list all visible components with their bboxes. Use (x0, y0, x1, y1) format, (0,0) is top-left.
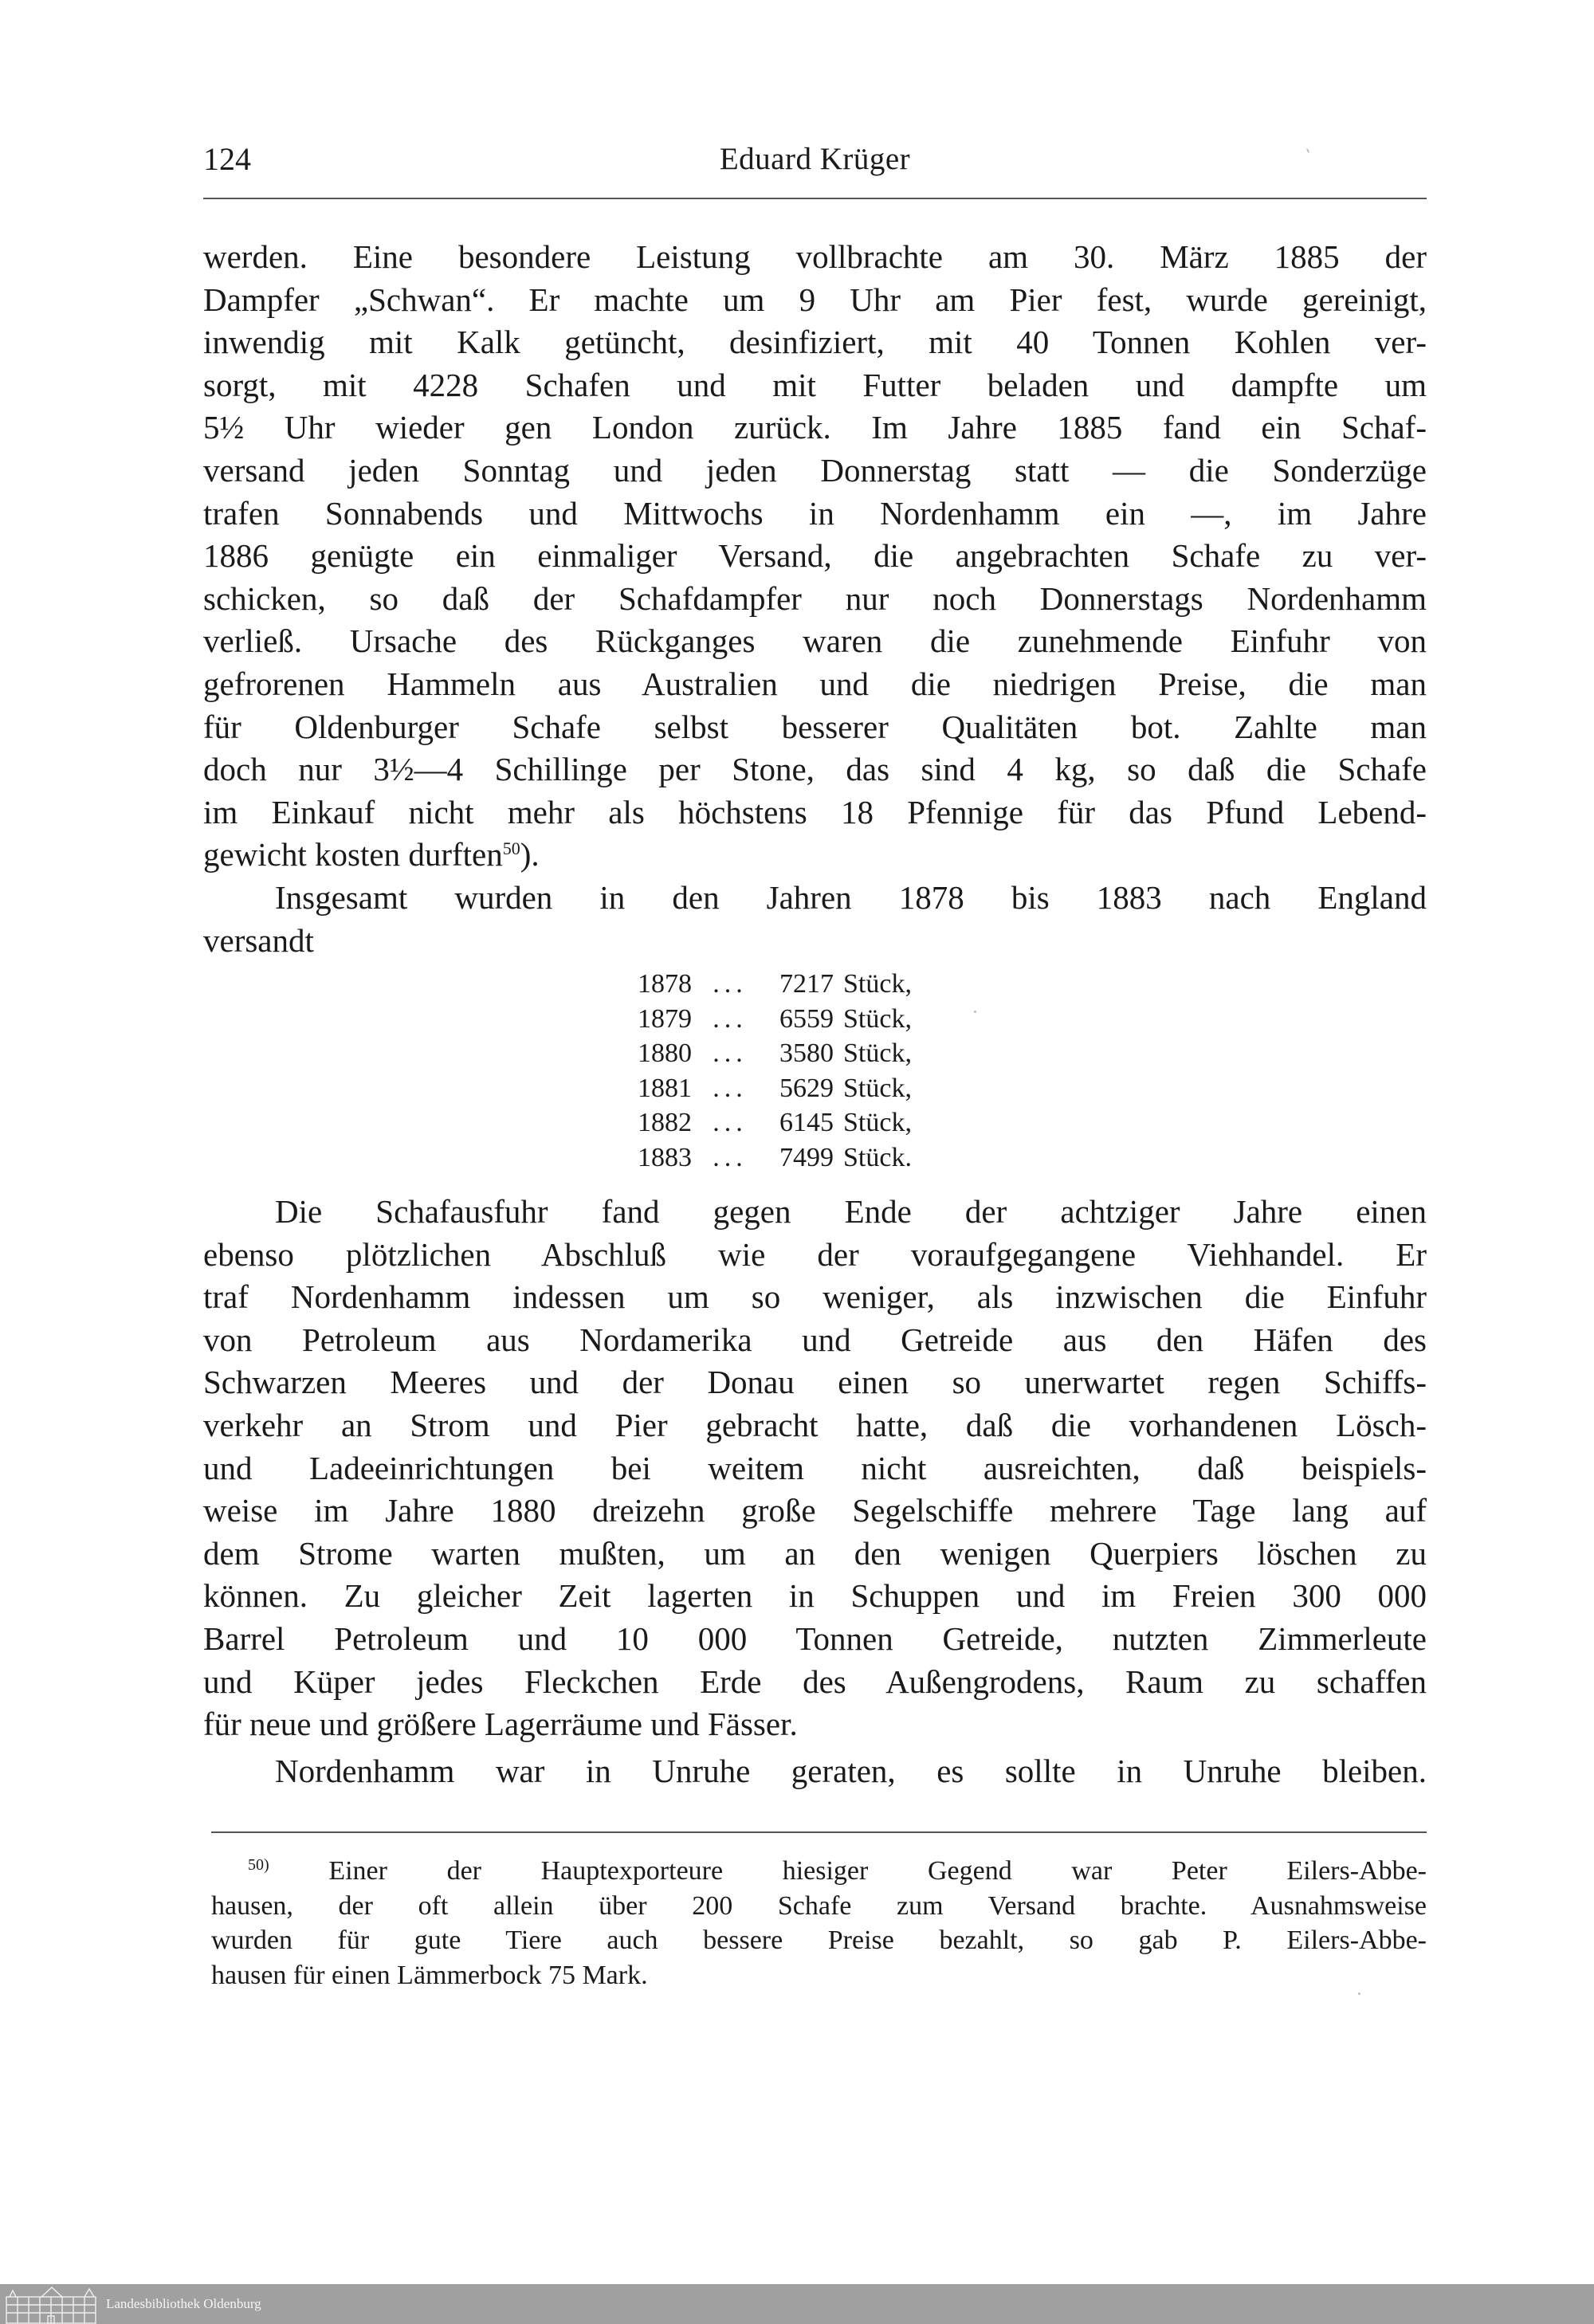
paragraph-shipments-intro (203, 877, 1427, 962)
text-line: Dampfer „Schwan“. Er machte um 9 Uhr am Pier fest, wurde gereinigt, (203, 281, 1427, 318)
shipment-unit: Stück, (843, 1073, 912, 1103)
text-line: ebenso plötzlichen Abschluß wie der voraufgegangene Viehhandel. Er (203, 1235, 1427, 1273)
body-text-continued (203, 1191, 1427, 1746)
body-text (203, 236, 1427, 962)
shipment-year: 1881 (638, 1073, 692, 1103)
leader-dots: ... (713, 1038, 748, 1068)
text-line: versandt (203, 921, 314, 959)
shipment-count: 6145 (779, 1108, 834, 1137)
footnote-rule (211, 1831, 1427, 1833)
shipment-year: 1879 (638, 1003, 692, 1034)
text-line (203, 834, 1427, 877)
shipment-count: 3580 (779, 1038, 834, 1068)
text-fragment: Einer der Hauptexporteure hiesiger Gegend war Peter Eilers-Abbe- (328, 1856, 1427, 1886)
leader-dots: ... (713, 1003, 748, 1034)
text-line: hausen für einen Lämmerbock 75 Mark. (211, 1960, 648, 1990)
text-line: doch nur 3½—4 Schillinge per Stone, das sind 4 kg, so daß die Schafe (203, 751, 1427, 788)
shipment-unit: Stück, (843, 1108, 912, 1137)
text-fragment: ). (520, 836, 540, 873)
footnote-reference[interactable]: 50 (502, 838, 520, 859)
closing-paragraph (203, 1750, 1427, 1793)
text-line: versand jeden Sonntag und jeden Donnerstag statt — die Sonderzüge (203, 451, 1427, 489)
shipment-count: 7217 (779, 969, 834, 999)
text-line: gefrorenen Hammeln aus Australien und die niedrigen Preise, die man (203, 665, 1427, 702)
shipment-year: 1880 (638, 1038, 692, 1068)
text-line: und Ladeeinrichtungen bei weitem nicht ausreichten, daß beispiels- (203, 1449, 1427, 1486)
shipment-row (638, 1036, 912, 1071)
text-line: wurden für gute Tiere auch bessere Preise bezahlt, so gab P. Eilers-Abbe- (211, 1926, 1427, 1955)
shipment-count: 6559 (779, 1003, 834, 1034)
text-line: 1886 genügte ein einmaliger Versand, die angebrachten Schafe zu ver- (203, 537, 1427, 575)
text-line: inwendig mit Kalk getüncht, desinfiziert, mit 40 Tonnen Kohlen ver- (203, 324, 1427, 361)
leader-dots: ... (713, 1142, 748, 1172)
running-head-author: Eduard Krüger (719, 142, 911, 176)
scan-speck (1358, 1992, 1360, 1995)
text-line: 5½ Uhr wieder gen London zurück. Im Jahre 1885 fand ein Schaf- (203, 409, 1427, 446)
shipment-year: 1883 (638, 1142, 692, 1172)
shipment-row (638, 1071, 912, 1106)
footnote-50 (211, 1854, 1427, 1992)
scan-speck (974, 1011, 976, 1013)
footnote-marker: 50) (248, 1856, 269, 1874)
text-line: und Küper jedes Fleckchen Erde des Außengrodens, Raum zu schaffen (203, 1663, 1427, 1700)
text-line: dem Strome warten mußten, um an den wenigen Querpiers löschen zu (203, 1534, 1427, 1572)
text-line: Barrel Petroleum und 10 000 Tonnen Getreide, nutzten Zimmerleute (203, 1619, 1427, 1657)
shipment-row (638, 1140, 912, 1176)
text-line: traf Nordenhamm indessen um so weniger, als inzwischen die Einfuhr (203, 1278, 1427, 1316)
text-line: hausen, der oft allein über 200 Schafe zum Versand brachte. Ausnahmsweise (211, 1890, 1427, 1921)
shipment-year: 1882 (638, 1108, 692, 1137)
shipment-row (638, 967, 912, 1002)
shipment-unit: Stück, (843, 1003, 912, 1034)
text-line: sorgt, mit 4228 Schafen und mit Futter beladen und dampfte um (203, 366, 1427, 403)
text-line (211, 1854, 1427, 1889)
text-fragment: gewicht kosten durften (203, 836, 503, 873)
shipment-unit: Stück. (843, 1142, 912, 1172)
shipments-table (638, 967, 912, 1175)
shipment-row (638, 1105, 912, 1140)
text-line: verließ. Ursache des Rückganges waren die zunehmende Einfuhr von (203, 622, 1427, 660)
header-rule (203, 198, 1427, 199)
text-line: werden. Eine besondere Leistung vollbrachte am 30. März 1885 der (203, 238, 1427, 275)
text-line: schicken, so daß der Schafdampfer nur noch Donnerstags Nordenhamm (203, 579, 1427, 617)
text-line: Nordenhamm war in Unruhe geraten, es sollte in Unruhe bleiben. (275, 1753, 1427, 1789)
text-line: für Oldenburger Schafe selbst besserer Qualitäten bot. Zahlte man (203, 708, 1427, 745)
text-line: im Einkauf nicht mehr als höchstens 18 Pfennige für das Pfund Lebend- (203, 793, 1427, 830)
text-line: Schwarzen Meeres und der Donau einen so unerwartet regen Schiffs- (203, 1364, 1427, 1401)
shipment-row (638, 1002, 912, 1037)
shipment-unit: Stück, (843, 969, 912, 999)
text-line: verkehr an Strom und Pier gebracht hatte, daß die vorhandenen Lösch- (203, 1406, 1427, 1443)
text-line: von Petroleum aus Nordamerika und Getreide aus den Häfen des (203, 1321, 1427, 1358)
shipment-year: 1878 (638, 969, 692, 999)
paragraph-export-end (203, 1191, 1427, 1746)
library-building-icon (5, 2286, 99, 2324)
paragraph-sheep-steamer (203, 236, 1427, 877)
page-number: 124 (203, 141, 251, 177)
text-line: Die Schafausfuhr fand gegen Ende der achtziger Jahre einen (275, 1193, 1427, 1230)
library-name: Landesbibliothek Oldenburg (106, 2296, 261, 2311)
leader-dots: ... (713, 969, 748, 999)
text-line: für neue und größere Lagerräume und Fässer. (203, 1706, 798, 1743)
shipment-count: 5629 (779, 1073, 834, 1103)
text-line: Insgesamt wurden in den Jahren 1878 bis 1883 nach England (275, 878, 1427, 916)
text-line: können. Zu gleicher Zeit lagerten in Schuppen und im Freien 300 000 (203, 1577, 1427, 1615)
text-line: weise im Jahre 1880 dreizehn große Segelschiffe mehrere Tage lang auf (203, 1492, 1427, 1529)
shipment-count: 7499 (779, 1142, 834, 1172)
leader-dots: ... (713, 1073, 748, 1103)
page-header (203, 135, 1427, 183)
library-footer-bar (0, 2284, 1594, 2324)
text-line: trafen Sonnabends und Mittwochs in Nordenhamm ein —, im Jahre (203, 494, 1427, 532)
leader-dots: ... (713, 1108, 748, 1137)
shipment-unit: Stück, (843, 1038, 912, 1068)
